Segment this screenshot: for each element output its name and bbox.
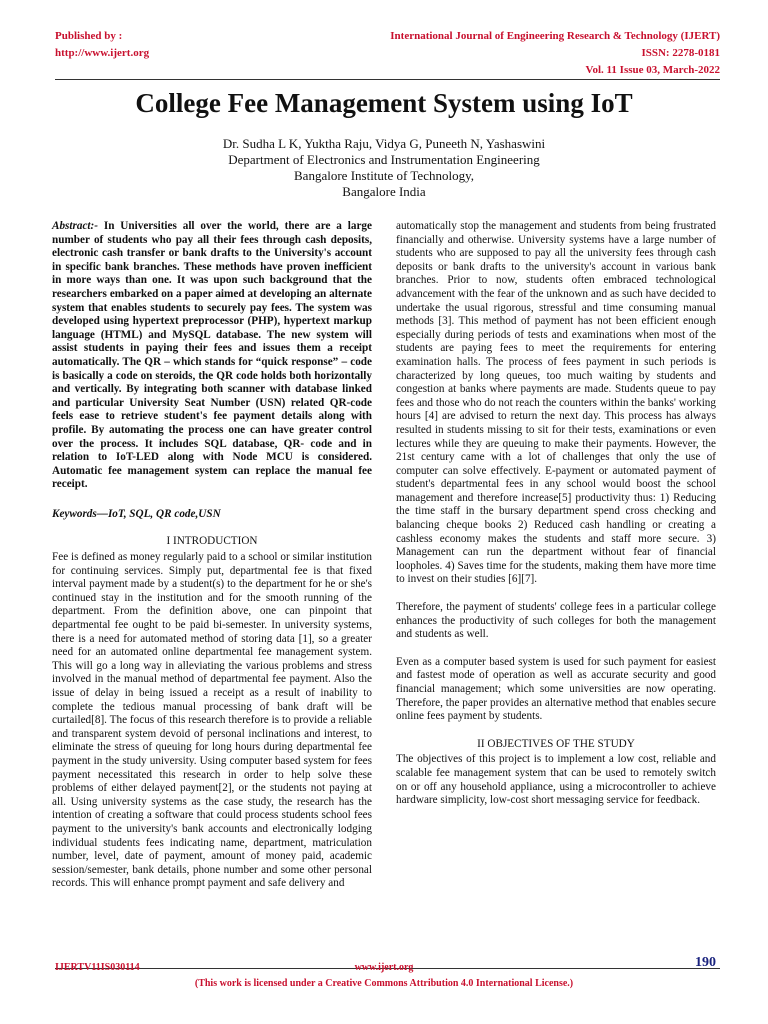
abstract	[52, 220, 372, 492]
license-notice: (This work is licensed under a Creative Commons Attribution 4.0 International License.)	[194, 978, 574, 989]
volume-issue: Vol. 11 Issue 03, March-2022	[585, 64, 720, 76]
published-by: Published by :	[55, 30, 123, 42]
objectives-text: The objectives of this project is to implement a low cost, reliable and scalable fee management system that can be used to remotely switch on or off any household appliance, using a microcontroller to achieve hardware simplicity, low-cost short messaging service for feedback.	[396, 753, 716, 807]
journal-url[interactable]: http://www.ijert.org	[55, 47, 150, 59]
abstract-label: Abstract:-	[52, 220, 98, 232]
department: Department of Electronics and Instrumentation Engineering	[228, 152, 540, 167]
header-rule	[55, 79, 720, 80]
body-paragraph-3: Even as a computer based system is used for such payment for easiest and fastest mode of operation as well as accurate security and good financial management; which some universities are now operating. Therefore, the paper provides an alternative method that enables secure online fees payment by students.	[396, 655, 716, 723]
section-heading-introduction: I INTRODUCTION	[166, 535, 258, 548]
left-column	[52, 220, 372, 891]
paper-id: IJERTV11IS030114	[55, 962, 140, 973]
keywords: Keywords—IoT, SQL, QR code,USN	[52, 507, 221, 520]
journal-name: International Journal of Engineering Research & Technology (IJERT)	[390, 30, 720, 42]
body-paragraph-1: automatically stop the management and students from being frustrated financially and otherwise. University systems have a large number of students who are supposed to pay all the university fees through cash deposits or bank drafts to the university's account in various bank branches. Prior to now, students often embraced technological advancement with the fear of the unknown and as such have decided to undertake the usual rigorous, stressful and time consuming manual methods [3]. This method of payment has not been efficient enough especially during periods of tests and examinations when most of the students are paying fees to meet the requirements for entering examination halls. The process of fees payment in such periods is characterized by long queues, too much waiting by students and congestion at banks where payments are made. Students queue to pay fees and those who do not reach the counters within the banks' working hours [4] are advised to return the next day. This process has always resulted in students missing to sit for their tests, examinations or even lectures while they are queuing to make their payments. However, the 21st century came with a lot of challenges that only the use of computer can solve effectively. E-payment or automated payment of student's departmental fees in any school would boost the school management and therefore increase[5] productivity thus: 1) Reducing the time staff in the bursary department spend cross checking and balancing cheque books 2) Reduced cash handling or creating a cashless economy makes the students and staff more secure. 3) Management can run the department without fear of financial loopholes. 4) Saves time for the students, making them have more time to invest on their studies [6][7].	[396, 220, 716, 586]
header-left	[55, 28, 149, 62]
issn: ISSN: 2278-0181	[641, 47, 720, 59]
right-column	[396, 220, 716, 808]
author-block	[0, 136, 768, 200]
page-number: 190	[695, 955, 716, 970]
section-heading-objectives: II OBJECTIVES OF THE STUDY	[477, 737, 635, 750]
introduction-text: Fee is defined as money regularly paid to a school or similar institution for continuing services. Simply put, departmental fee is that fixed interval payment made by a student(s) to the department for he or she's continued stay in the institution and for the smooth running of the department. From the definition above, one can pinpoint that departmental fee ought to be paid bi-semester. In university systems, there is a need for automated method of storing data [1], so a greater need for an automated online departmental fee management system. This will go a long way in alleviating the various problems and stress involved in the manual method of departmental fee payment. Also the issue of delay in being issued a receipt as a result of inability to complete the tedious manual processing of bank draft will be curtailed[8]. The focus of this research therefore is to provide a reliable and transparent system devoid of personal inclinations and interest, to eliminate the stress of queuing for long hours during departmental fee payment in the study university. Using computer based system for fees payment necessitated this research in order to help solve these problems of either delayed payment[2], or the students not paying at all. Using university systems as the case study, the research has the intention of creating a software that could process students school fees payment to the university's bank accounts and electronically lodging individual students fees indicating name, department, matriculation number, level, date of payment, amount of money paid, academic session/semester, bank details, phone number and some other personal records. This will enhance prompt payment and safe delivery and	[52, 551, 372, 890]
paper-title: College Fee Management System using IoT	[135, 88, 633, 118]
institute: Bangalore Institute of Technology,	[294, 168, 474, 183]
body-paragraph-2: Therefore, the payment of students' college fees in a particular college enhances the productivity of such colleges for both the management and students as well.	[396, 601, 716, 641]
header-right	[390, 28, 720, 79]
footer-site[interactable]: www.ijert.org	[354, 962, 414, 973]
authors: Dr. Sudha L K, Yuktha Raju, Vidya G, Puneeth N, Yashaswini	[222, 136, 546, 151]
city: Bangalore India	[342, 184, 426, 199]
abstract-text: In Universities all over the world, there are a large number of students who pay all their fees through cash deposits, electronic cash transfer or bank drafts to the University's account in specific bank branches. These methods have proven inefficient in more ways than one. It was upon such background that the researchers embarked on a paper aimed at developing an alternate system that enables students to securely pay fees. The system was developed using hypertext preprocessor (PHP), hypertext markup language (HTML) and MySQL database. The new system will assist students in paying their fees and issues them a receipt automatically. The QR – which stands for “quick response” – code is basically a code on steroids, the QR code holds both horizontally and vertically. By integrating both scanner with database linked and particular University Seat Number (USN) related QR-code feels ease to retrieve student's fee payment details along with profile. By automating the process one can have greater control over the process. It includes SQL database, QR- code and in relation to IoT-LED along with Node MCU is considered. Automatic fee management system can replace the manual fee receipt.	[52, 220, 372, 491]
